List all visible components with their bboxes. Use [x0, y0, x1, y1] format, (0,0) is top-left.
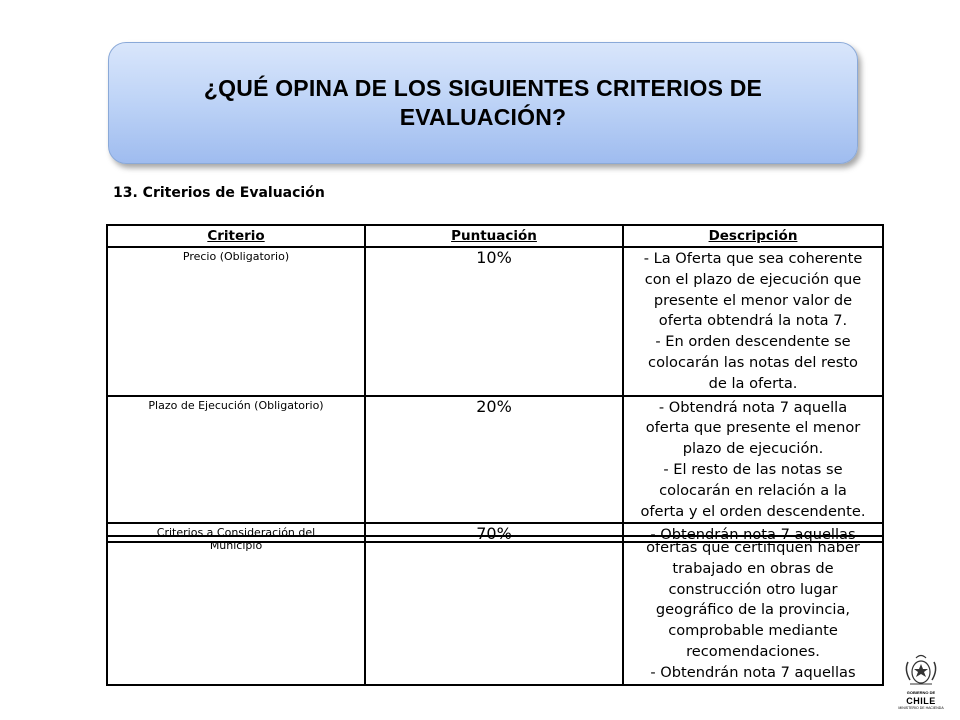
desc-line: - Obtendrán nota 7 aquellas	[650, 526, 856, 542]
table-header-row	[107, 225, 883, 247]
criterio-cell: Precio (Obligatorio)	[107, 247, 365, 396]
header-descripcion: Descripción	[623, 225, 883, 247]
desc-line: oferta y el orden descendente.	[640, 502, 866, 520]
puntuacion-text: 70%	[476, 524, 512, 541]
desc-line: presente el menor valor de	[653, 291, 853, 309]
table-row	[107, 247, 883, 396]
desc-line: plazo de ejecución.	[682, 440, 824, 458]
criterio-cell: Plazo de Ejecución (Obligatorio)	[107, 396, 365, 524]
table-row	[107, 396, 883, 524]
desc-line: ofertas que certifiquen haber	[646, 539, 860, 556]
section-heading: 13. Criterios de Evaluación	[113, 185, 325, 201]
desc-line: - Obtendrán nota 7 aquellas	[650, 663, 856, 681]
desc-line: - En orden descendente se	[655, 333, 851, 351]
criterio-text: Criterios a Consideración del	[156, 526, 316, 540]
banner-title-line2: EVALUACIÓN?	[399, 104, 567, 130]
header-puntuacion: Puntuación	[365, 225, 623, 247]
desc-line: comprobable mediante	[668, 622, 838, 640]
coat-of-arms-icon	[896, 650, 946, 690]
desc-line: oferta que presente el menor	[645, 419, 861, 437]
desc-line: - La Oferta que sea coherente	[643, 250, 863, 267]
government-logo	[896, 650, 946, 708]
desc-line: trabajado en obras de	[672, 559, 834, 577]
puntuacion-cell	[365, 536, 623, 685]
desc-line: - Obtendrá nota 7 aquella	[658, 398, 848, 416]
desc-line: colocarán en relación a la	[659, 481, 847, 499]
desc-line: - El resto de las notas se	[663, 460, 843, 478]
descripcion-cell	[623, 536, 883, 685]
header-criterio: Criterio	[107, 225, 365, 247]
descripcion-cell	[623, 396, 883, 524]
desc-line: construcción otro lugar	[668, 580, 838, 598]
puntuacion-cell: 10%	[365, 247, 623, 396]
desc-line: geográfico de la provincia,	[655, 601, 851, 619]
descripcion-cell	[623, 247, 883, 396]
desc-line: oferta obtendrá la nota 7.	[658, 312, 848, 330]
criteria-table-continuation	[106, 535, 884, 686]
logo-line3: MINISTERIO DE HACIENDA	[898, 706, 944, 710]
desc-line: de la oferta.	[708, 374, 798, 392]
criterio-cell: Municipio	[107, 536, 365, 685]
banner-title-line1: ¿QUÉ OPINA DE LOS SIGUIENTES CRITERIOS DE	[203, 75, 763, 101]
logo-line1: GOBIERNO DE	[906, 690, 936, 695]
banner-title	[204, 74, 762, 132]
table-row	[107, 536, 883, 685]
logo-line2: CHILE	[906, 696, 936, 706]
desc-line: con el plazo de ejecución que	[644, 270, 862, 288]
desc-line: colocarán las notas del resto	[648, 353, 858, 371]
title-banner	[108, 42, 858, 164]
criteria-table	[106, 224, 884, 543]
desc-line: recomendaciones.	[686, 642, 820, 660]
puntuacion-cell: 20%	[365, 396, 623, 524]
